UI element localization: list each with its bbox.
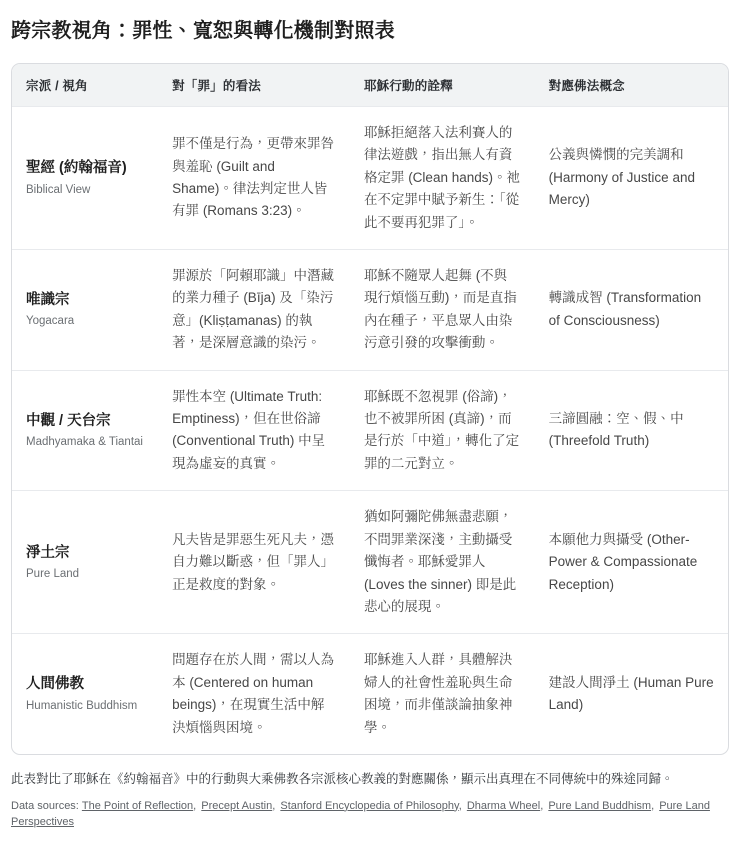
- jesus-action-cell: 耶穌不隨眾人起舞 (不與現行煩惱互動)，而是直指內在種子，平息眾人由染污意引發的攻擊衝動。: [350, 250, 535, 371]
- tradition-cell: [12, 250, 158, 371]
- dharma-concept-cell: 本願他力與攝受 (Other-Power & Compassionate Reception): [535, 491, 728, 634]
- table-row-madhyamaka-tiantai: [12, 370, 728, 491]
- tradition-subname: Biblical View: [26, 183, 91, 196]
- comparison-table: [11, 63, 729, 755]
- table-row-pure-land: [12, 491, 728, 634]
- column-header-jesus-action: 耶穌行動的詮釋: [350, 64, 535, 107]
- column-header-tradition: 宗派 / 視角: [12, 64, 158, 107]
- jesus-action-cell: 耶穌拒絕落入法利賽人的律法遊戲，指出無人有資格定罪 (Clean hands)。祂在不定罪中賦予新生：「從此不要再犯罪了」。: [350, 107, 535, 250]
- sin-view-cell: 凡夫皆是罪惡生死凡夫，憑自力難以斷惑，但「罪人」正是救度的對象。: [158, 491, 350, 634]
- dharma-concept-cell: 轉識成智 (Transformation of Consciousness): [535, 250, 728, 371]
- column-header-dharma-concept: 對應佛法概念: [535, 64, 728, 107]
- source-separator: ,: [458, 799, 465, 812]
- tradition-name: 中觀 / 天台宗: [26, 412, 111, 429]
- source-link-pure-land-buddhism[interactable]: Pure Land Buddhism: [548, 799, 652, 812]
- sin-view-cell: 問題存在於人間，需以人為本 (Centered on human beings)，在現實生活中解決煩惱與困境。: [158, 634, 350, 754]
- table-row-humanistic-buddhism: [12, 634, 728, 754]
- table-header-row: [12, 64, 728, 107]
- sin-view-cell: 罪不僅是行為，更帶來罪咎與羞恥 (Guilt and Shame)。律法判定世人皆有罪 (Romans 3:23)。: [158, 107, 350, 250]
- tradition-name: 人間佛教: [26, 676, 84, 693]
- sin-view-cell: 罪性本空 (Ultimate Truth: Emptiness)，但在世俗諦 (Conventional Truth) 中呈現為虛妄的真實。: [158, 370, 350, 491]
- column-header-sin-view: 對「罪」的看法: [158, 64, 350, 107]
- comparison-table-grid: [12, 64, 728, 754]
- tradition-subname: Pure Land: [26, 567, 80, 580]
- source-link-stanford-encyclopedia[interactable]: Stanford Encyclopedia of Philosophy: [280, 799, 459, 812]
- jesus-action-cell: 猶如阿彌陀佛無盡悲願，不問罪業深淺，主動攝受懺悔者。耶穌愛罪人 (Loves the sinner) 即是此悲心的展現。: [350, 491, 535, 634]
- source-separator: ,: [272, 799, 279, 812]
- table-row-yogacara: [12, 250, 728, 371]
- tradition-name: 唯識宗: [26, 292, 70, 309]
- sin-view-cell: 罪源於「阿賴耶識」中潛藏的業力種子 (Bīja) 及「染污意」(Kliṣṭamanas) 的執著，是深層意識的染污。: [158, 250, 350, 371]
- tradition-subname: Humanistic Buddhism: [26, 699, 138, 712]
- tradition-cell: [12, 107, 158, 250]
- data-sources-label: Data sources:: [11, 799, 79, 812]
- dharma-concept-cell: 三諦圓融：空、假、中 (Threefold Truth): [535, 370, 728, 491]
- summary-note: 此表對比了耶穌在《約翰福音》中的行動與大乘佛教各宗派核心教義的對應關係，顯示出真理在不同傳統中的殊途同歸。: [11, 771, 674, 786]
- tradition-subname: Madhyamaka & Tiantai: [26, 436, 143, 449]
- source-separator: ,: [193, 799, 200, 812]
- table-row-biblical: [12, 107, 728, 250]
- source-separator: ,: [651, 799, 658, 812]
- dharma-concept-cell: 公義與憐憫的完美調和 (Harmony of Justice and Mercy): [535, 107, 728, 250]
- source-link-precept-austin[interactable]: Precept Austin: [201, 799, 273, 812]
- page-title: 跨宗教視角：罪性、寬恕與轉化機制對照表: [11, 20, 395, 42]
- tradition-name: 聖經 (約翰福音): [26, 160, 127, 177]
- source-separator: ,: [540, 799, 547, 812]
- dharma-concept-cell: 建設人間淨土 (Human Pure Land): [535, 634, 728, 754]
- tradition-cell: [12, 634, 158, 754]
- tradition-cell: [12, 491, 158, 634]
- source-link-point-of-reflection[interactable]: The Point of Reflection: [81, 799, 194, 812]
- tradition-name: 淨土宗: [26, 544, 70, 561]
- tradition-subname: Yogacara: [26, 315, 75, 328]
- tradition-cell: [12, 370, 158, 491]
- jesus-action-cell: 耶穌既不忽視罪 (俗諦)，也不被罪所困 (真諦)，而是行於「中道」，轉化了定罪的二元對立。: [350, 370, 535, 491]
- data-sources: [11, 798, 729, 831]
- source-link-pure-land-perspectives[interactable]: Pure Land Perspectives: [11, 799, 710, 829]
- jesus-action-cell: 耶穌進入人群，具體解決婦人的社會性羞恥與生命困境，而非僅談論抽象神學。: [350, 634, 535, 754]
- source-link-dharma-wheel[interactable]: Dharma Wheel: [466, 799, 541, 812]
